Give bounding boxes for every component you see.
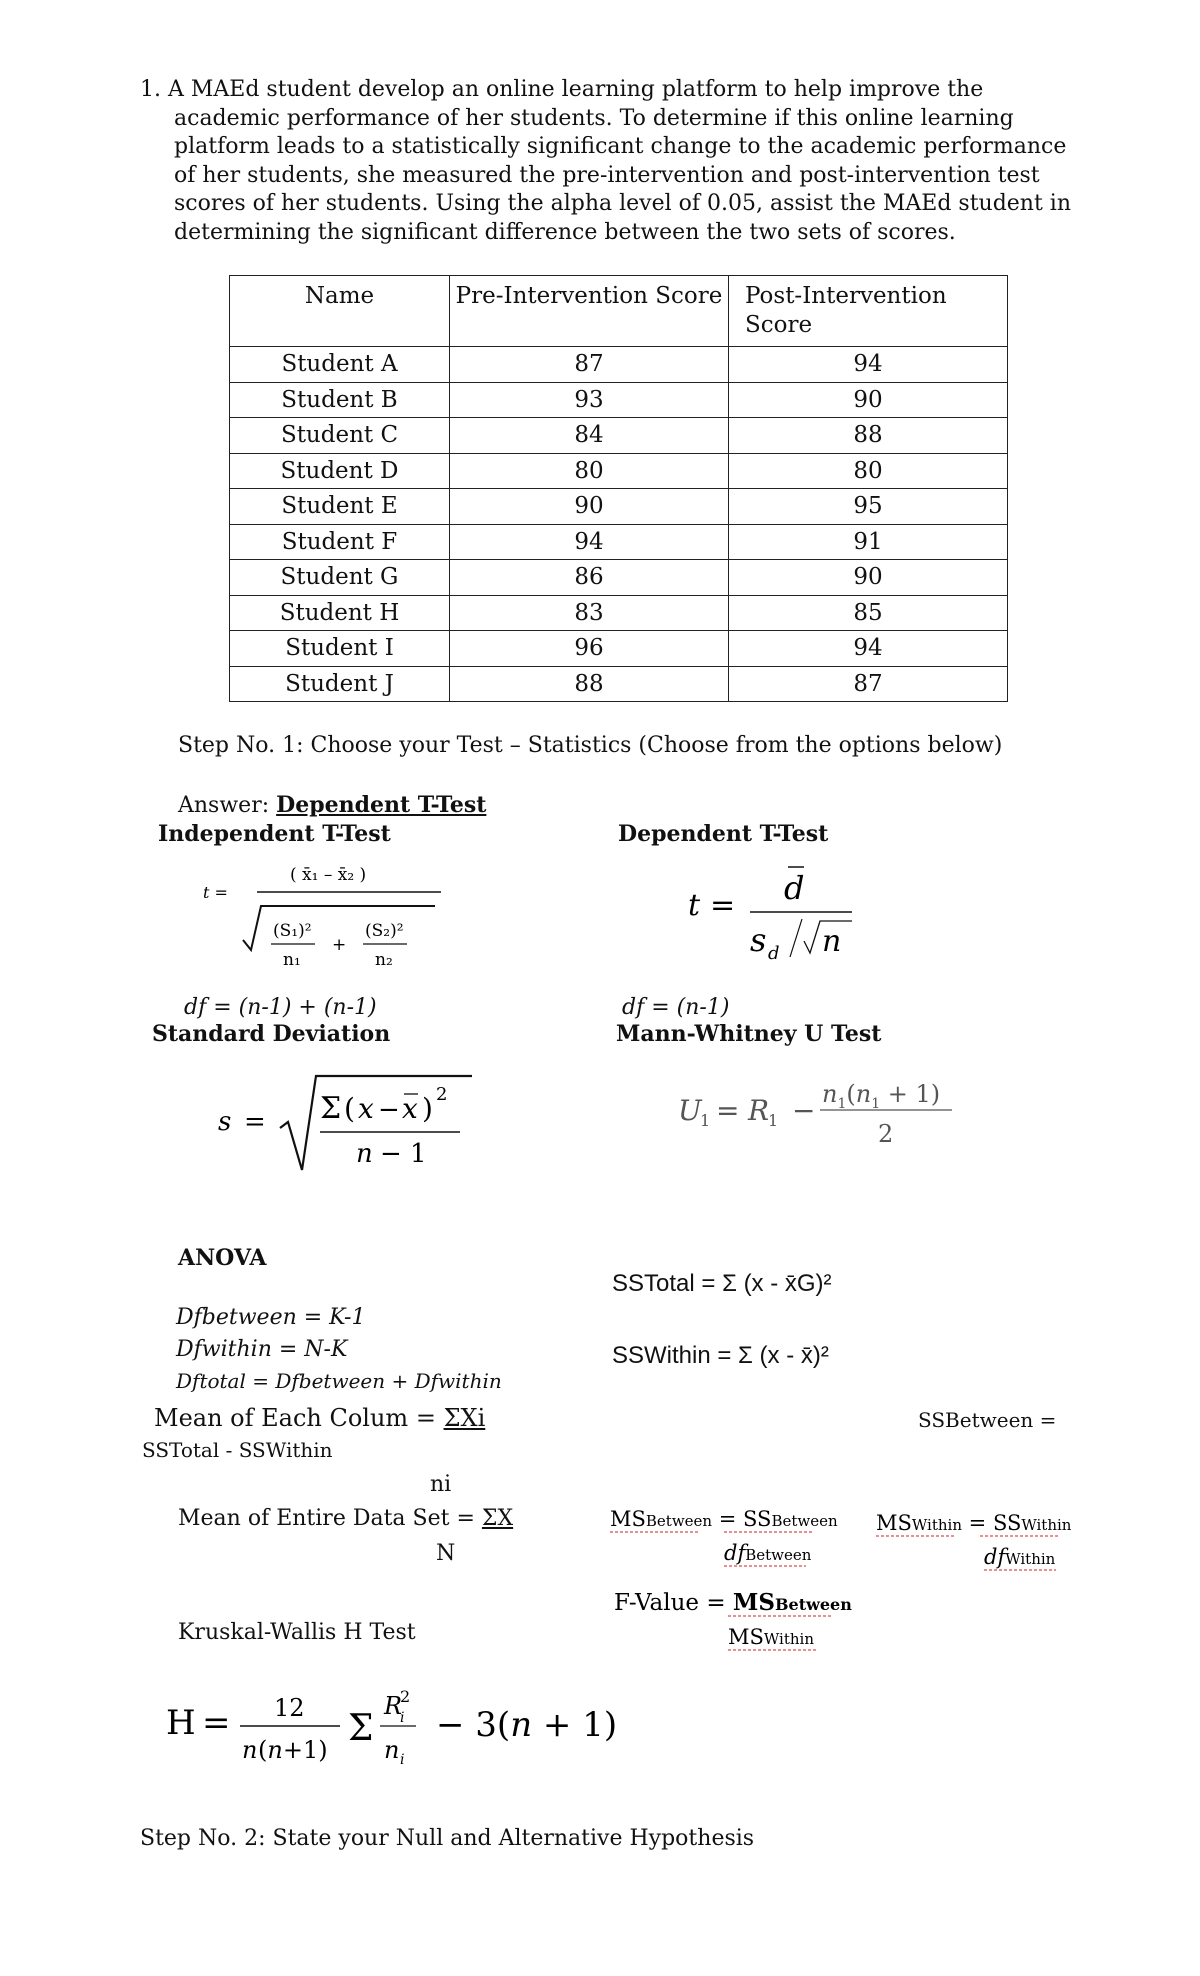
svg-text:n₁: n₁ [283, 950, 301, 970]
svg-text:t: t [688, 888, 701, 923]
svg-text:s: s [218, 1107, 232, 1137]
header-pre-intervention: Pre-Intervention Score [450, 276, 729, 347]
svg-text:d: d [784, 869, 805, 907]
svg-text:=: = [716, 1094, 740, 1127]
table-row [230, 453, 1008, 489]
table-row [230, 595, 1008, 631]
svg-text:H: H [166, 1703, 196, 1743]
svg-text:dfWithin: dfWithin [984, 1545, 1056, 1569]
mean-all-label: Mean of Entire Data Set = [178, 1506, 482, 1531]
svg-text:n₂: n₂ [375, 950, 393, 970]
table-row [230, 347, 1008, 383]
pre-score-cell: 80 [450, 453, 729, 489]
f-value-formula [610, 1584, 850, 1656]
table-row [230, 382, 1008, 418]
student-name-cell: Student G [230, 560, 450, 596]
table-row [230, 489, 1008, 525]
svg-text:(S₁)²: (S₁)² [273, 921, 312, 941]
svg-text:−: − [378, 1095, 400, 1125]
svg-text:−: − [792, 1094, 816, 1127]
independent-df: df = (n-1) + (n-1) [184, 995, 377, 1020]
step1-instruction: Step No. 1: Choose your Test – Statistics (Choose from the options below) [178, 733, 1003, 758]
svg-text:MSWithin: MSWithin [728, 1625, 814, 1649]
post-score-cell: 88 [729, 418, 1008, 454]
answer-value: Dependent T-Test [276, 792, 487, 818]
svg-text:− 1: − 1 [380, 1139, 427, 1169]
table-row [230, 666, 1008, 702]
svg-text:2: 2 [436, 1084, 448, 1105]
svg-text:F-Value = MSBetween: F-Value = MSBetween [614, 1589, 852, 1616]
pre-score-cell: 86 [450, 560, 729, 596]
svg-text:R: R [384, 1692, 403, 1720]
mann-whitney-title: Mann-Whitney U Test [616, 1021, 882, 1047]
post-score-cell: 94 [729, 631, 1008, 667]
svg-text:MSWithin = SSWithin: MSWithin = SSWithin [876, 1511, 1072, 1535]
svg-text:+: + [332, 935, 347, 955]
svg-text:Σ: Σ [348, 1708, 374, 1749]
svg-text:(: ( [344, 1092, 355, 1125]
svg-text:s: s [750, 921, 767, 959]
svg-text:n: n [384, 1736, 400, 1764]
svg-text:dfBetween: dfBetween [724, 1541, 812, 1565]
mean-entire-data [178, 1506, 513, 1531]
anova-title: ANOVA [178, 1245, 267, 1271]
svg-text:− 3(n + 1): − 3(n + 1) [436, 1705, 618, 1745]
student-name-cell: Student B [230, 382, 450, 418]
pre-score-cell: 94 [450, 524, 729, 560]
svg-text:d: d [768, 943, 780, 964]
mean-col-denominator: ni [430, 1472, 452, 1497]
mean-all-numerator: ΣX [481, 1506, 514, 1531]
student-name-cell: Student F [230, 524, 450, 560]
table-row [230, 560, 1008, 596]
pre-score-cell: 93 [450, 382, 729, 418]
svg-text:2: 2 [400, 1687, 411, 1706]
pre-score-cell: 83 [450, 595, 729, 631]
svg-text:x: x [402, 1092, 418, 1125]
pre-score-cell: 90 [450, 489, 729, 525]
df-total: Dftotal = Dfbetween + Dfwithin [176, 1369, 502, 1393]
svg-text:( x̄₁ – x̄₂ ): ( x̄₁ – x̄₂ ) [290, 865, 367, 885]
dependent-df: df = (n-1) [622, 995, 730, 1020]
svg-text:n: n [356, 1139, 373, 1169]
student-name-cell: Student J [230, 666, 450, 702]
header-post-intervention: Post-Intervention Score [729, 276, 1008, 347]
ms-between-formula [606, 1500, 838, 1572]
answer-label: Answer: [178, 793, 277, 818]
student-name-cell: Student D [230, 453, 450, 489]
mean-each-column [154, 1404, 485, 1432]
dependent-ttest-formula [680, 855, 860, 965]
ss-total-formula: SSTotal = Σ (x - x̄G)² [612, 1270, 832, 1297]
svg-text:(S₂)²: (S₂)² [365, 921, 404, 941]
kruskal-wallis-title: Kruskal-Wallis H Test [178, 1620, 416, 1645]
independent-ttest-title: Independent T-Test [158, 821, 391, 847]
svg-text:=: = [202, 1703, 231, 1743]
svg-text:MSBetween = SSBetween: MSBetween = SSBetween [610, 1507, 838, 1531]
svg-text:i: i [400, 1710, 405, 1726]
post-score-cell: 94 [729, 347, 1008, 383]
svg-text:=: = [244, 1107, 266, 1137]
student-name-cell: Student E [230, 489, 450, 525]
post-score-cell: 85 [729, 595, 1008, 631]
mann-whitney-formula [670, 1068, 970, 1158]
svg-text:x: x [358, 1092, 374, 1125]
student-name-cell: Student C [230, 418, 450, 454]
mean-all-denominator: N [436, 1541, 456, 1566]
df-between: Dfbetween = K-1 [176, 1305, 366, 1330]
independent-ttest-formula [195, 858, 455, 978]
svg-text:n: n [822, 924, 842, 959]
mean-col-label: Mean of Each Colum = [154, 1404, 444, 1432]
pre-score-cell: 96 [450, 631, 729, 667]
kruskal-wallis-formula [158, 1670, 638, 1780]
svg-text:=: = [710, 888, 736, 923]
dependent-ttest-title: Dependent T-Test [618, 821, 829, 847]
student-name-cell: Student H [230, 595, 450, 631]
svg-text:1: 1 [700, 1111, 711, 1130]
pre-score-cell: 87 [450, 347, 729, 383]
post-score-cell: 95 [729, 489, 1008, 525]
svg-text:(n+1): (n+1) [258, 1736, 328, 1764]
ss-within-formula: SSWithin = Σ (x - x̄)² [612, 1342, 829, 1369]
svg-text:1: 1 [768, 1111, 779, 1130]
standard-deviation-formula [210, 1060, 480, 1180]
df-within: Dfwithin = N-K [176, 1337, 348, 1362]
post-score-cell: 90 [729, 560, 1008, 596]
post-score-cell: 87 [729, 666, 1008, 702]
table-row [230, 631, 1008, 667]
step2-instruction: Step No. 2: State your Null and Alternative Hypothesis [140, 1826, 755, 1851]
mean-col-numerator: ΣXi [443, 1404, 486, 1432]
ss-between-part2: SSTotal - SSWithin [142, 1438, 333, 1462]
student-name-cell: Student I [230, 631, 450, 667]
svg-text:n1(n1 + 1): $n_1(n_1 + 1)$ [822, 1080, 941, 1112]
post-score-cell: 90 [729, 382, 1008, 418]
ss-between-part1: SSBetween = [918, 1408, 1057, 1432]
scores-table [229, 275, 1008, 702]
svg-text:i: i [400, 1752, 405, 1768]
step1-answer [178, 792, 486, 818]
table-header-row [230, 276, 1008, 347]
post-score-cell: 91 [729, 524, 1008, 560]
post-score-cell: 80 [729, 453, 1008, 489]
student-name-cell: Student A [230, 347, 450, 383]
svg-text:t =: t = [203, 883, 228, 902]
header-name: Name [230, 276, 450, 347]
pre-score-cell: 84 [450, 418, 729, 454]
pre-score-cell: 88 [450, 666, 729, 702]
svg-text:12: 12 [274, 1694, 305, 1722]
svg-text:Σ: Σ [320, 1091, 342, 1126]
svg-text:R: R [748, 1094, 770, 1127]
question-text: 1. A MAEd student develop an online learning platform to help improve the academic performance of her students. To determine if this online learning platform leads to a statistically significant change to the academic performance of her students, she measured the pre-intervention and post-intervention test scores of her students. Using the alpha level of 0.05, assist the MAEd student in determining the significant difference between the two sets of scores. [140, 77, 1072, 245]
table-row [230, 524, 1008, 560]
svg-text:U: U [678, 1094, 702, 1127]
svg-text:n: n [242, 1736, 258, 1764]
standard-deviation-title: Standard Deviation [152, 1021, 391, 1047]
svg-text:2: 2 [878, 1120, 894, 1148]
table-row [230, 418, 1008, 454]
svg-text:): ) [422, 1092, 433, 1125]
ms-within-formula [872, 1504, 1072, 1576]
